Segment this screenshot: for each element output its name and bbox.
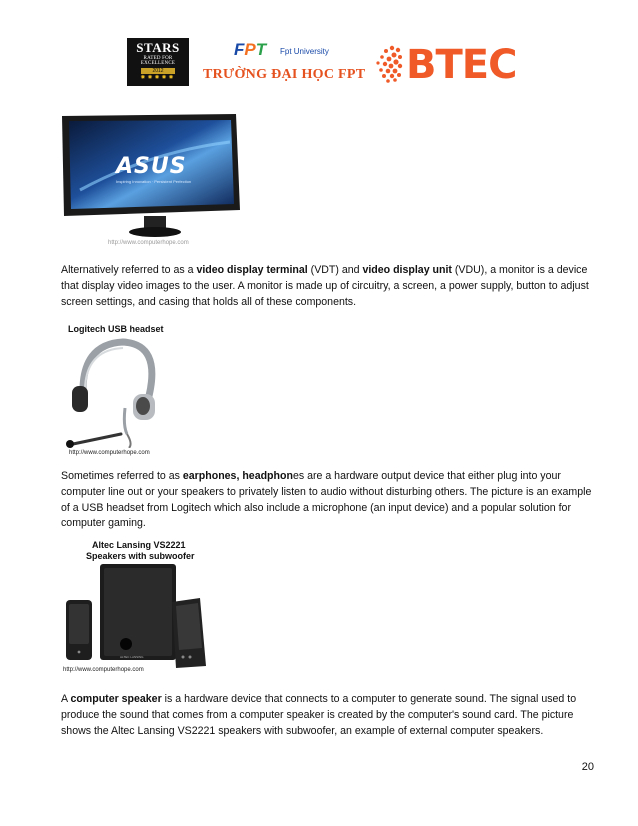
fpt-university-label: Fpt University <box>280 47 329 56</box>
stars-logo-year: 2012 <box>141 68 175 74</box>
stars-badge-icon: ✸✸✸✸✸ <box>140 75 176 81</box>
speaker-text-1: A <box>61 693 71 705</box>
fpt-letter-f: F <box>234 40 245 59</box>
monitor-text-3: (VDU), a monitor is a device that display video images to the user. A monitor is made up of circuitry, a screen, a power supply, button to adjust screen settings, and casing that holds all of these components. <box>61 264 589 308</box>
monitor-text-2: (VDT) and <box>307 264 363 276</box>
fpt-letter-t: T <box>255 40 267 59</box>
monitor-brand: ASUS <box>116 154 187 179</box>
page-number: 20 <box>581 761 594 773</box>
monitor-tagline: Inspiring Innovation · Persistent Perfection <box>116 179 192 184</box>
speakers-title-line2: Speakers with subwoofer <box>86 551 195 561</box>
speaker-term: computer speaker <box>70 693 162 705</box>
speakers-icon <box>60 562 220 668</box>
speakers-caption: http://www.computerhope.com <box>63 667 144 673</box>
headset-image <box>63 322 175 462</box>
speakers-image <box>60 540 220 680</box>
fpt-logo-mark <box>234 40 266 60</box>
headset-text-2: es are a hardware output device that either plug into your computer line out or your speakers to privately listen to audio without disturbing others. The picture is an example of a USB headset from Logitech which also include a microphone (an input device) and a popular solution for computer gaming. <box>61 470 592 530</box>
monitor-term-vdu: video display unit <box>362 264 452 276</box>
speaker-paragraph <box>61 692 601 739</box>
fpt-letter-p: P <box>244 40 256 59</box>
monitor-term-vdt: video display terminal <box>196 264 308 276</box>
monitor-image <box>60 112 246 244</box>
headset-caption: http://www.computerhope.com <box>69 450 150 456</box>
headset-icon <box>63 336 175 448</box>
monitor-caption: http://www.computerhope.com <box>108 240 189 246</box>
stars-logo-title: STARS <box>136 40 180 55</box>
btec-logo-text: BTEC <box>406 42 517 88</box>
headset-title: Logitech USB headset <box>68 324 164 334</box>
btec-dots-icon <box>374 44 404 84</box>
speakers-brand-sub: ALTEC LANSING <box>120 655 144 659</box>
headset-term: earphones, headphon <box>182 470 293 482</box>
fpt-school-name: TRƯỜNG ĐẠI HỌC FPT <box>203 67 366 82</box>
speaker-text-2: is a hardware device that connects to a computer to generate sound. The signal used to produce the sound that comes from a computer speaker is created by the computer's sound card. The picture shows the Altec Lansing VS2221 speakers with subwoofer, an example of external computer speakers. <box>61 693 577 737</box>
stars-logo-subtitle: RATED FOR EXCELLENCE <box>140 56 176 66</box>
headset-text-1: Sometimes referred to as <box>61 470 183 482</box>
monitor-paragraph <box>61 263 601 310</box>
stars-logo <box>127 38 189 86</box>
speakers-title-line1: Altec Lansing VS2221 <box>92 540 186 550</box>
monitor-text-1: Alternatively referred to as a <box>61 264 197 276</box>
headset-paragraph <box>61 469 601 532</box>
